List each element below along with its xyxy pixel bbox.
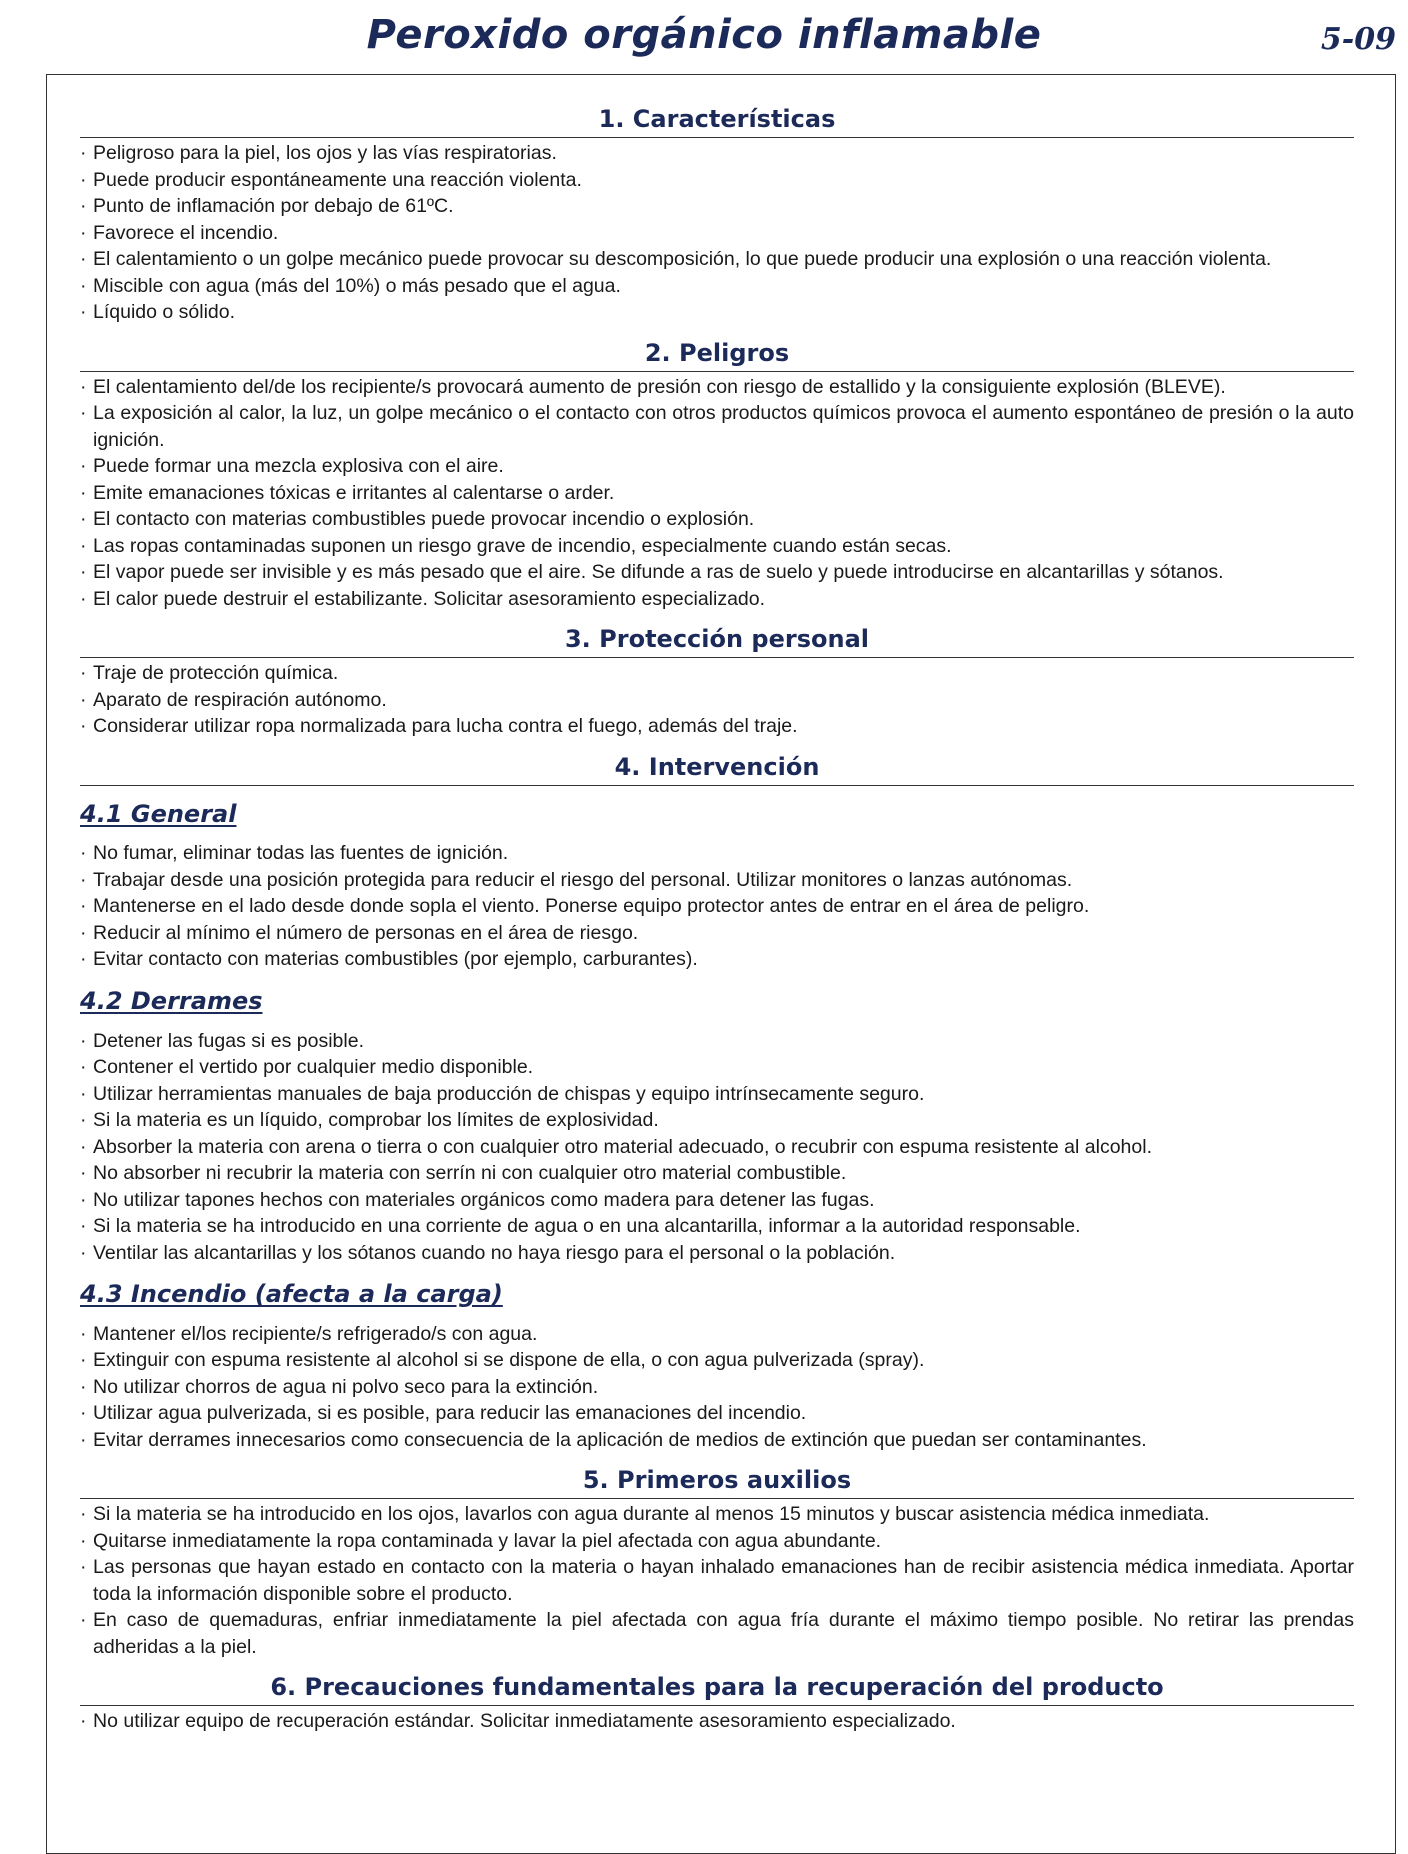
section-title: 3. Protección personal — [80, 624, 1354, 658]
list-item: · Peligroso para la piel, los ojos y las vías respiratorias. — [80, 140, 1354, 167]
list-item: · Si la materia se ha introducido en una corriente de agua o en una alcantarilla, informar a la autoridad responsable. — [80, 1213, 1354, 1240]
bullet-list — [80, 1028, 1354, 1267]
bullet-list — [80, 140, 1354, 326]
list-item: · El calentamiento o un golpe mecánico puede provocar su descomposición, lo que puede producir una explosión o una reacción violenta. — [80, 246, 1354, 273]
list-item: · Puede producir espontáneamente una reacción violenta. — [80, 167, 1354, 194]
list-item: · Si la materia se ha introducido en los ojos, lavarlos con agua durante al menos 15 minutos y buscar asistencia médica inmediata. — [80, 1501, 1354, 1528]
list-item: · Ventilar las alcantarillas y los sótanos cuando no haya riesgo para el personal o la población. — [80, 1240, 1354, 1267]
list-item: · Punto de inflamación por debajo de 61ºC. — [80, 193, 1354, 220]
list-item: · Quitarse inmediatamente la ropa contaminada y lavar la piel afectada con agua abundante. — [80, 1528, 1354, 1555]
list-item: · Puede formar una mezcla explosiva con el aire. — [80, 453, 1354, 480]
subsection-title: 4.1 General — [80, 799, 237, 828]
list-item: · Líquido o sólido. — [80, 299, 1354, 326]
list-item: · Contener el vertido por cualquier medio disponible. — [80, 1054, 1354, 1081]
list-item: · No utilizar chorros de agua ni polvo seco para la extinción. — [80, 1374, 1354, 1401]
section-title: 2. Peligros — [80, 338, 1354, 372]
bullet-list — [80, 660, 1354, 740]
list-item: · Extinguir con espuma resistente al alcohol si se dispone de ella, o con agua pulverizada (spray). — [80, 1347, 1354, 1374]
list-item: · Las personas que hayan estado en contacto con la materia o hayan inhalado emanaciones han de recibir asistencia médica inmediata. Aportar toda la información disponible sobre el producto. — [80, 1554, 1354, 1607]
subsection-title: 4.3 Incendio (afecta a la carga) — [80, 1280, 503, 1309]
section-title: 6. Precauciones fundamentales para la recuperación del producto — [80, 1672, 1354, 1706]
list-item: · No utilizar tapones hechos con materiales orgánicos como madera para detener las fugas. — [80, 1187, 1354, 1214]
list-item: · No fumar, eliminar todas las fuentes de ignición. — [80, 840, 1354, 867]
list-item: · Mantenerse en el lado desde donde sopla el viento. Ponerse equipo protector antes de entrar en el área de peligro. — [80, 893, 1354, 920]
list-item: · Emite emanaciones tóxicas e irritantes al calentarse o arder. — [80, 480, 1354, 507]
list-item: · En caso de quemaduras, enfriar inmediatamente la piel afectada con agua fría durante el máximo tiempo posible. No retirar las prendas adheridas a la piel. — [80, 1607, 1354, 1660]
section-characteristics — [80, 104, 1354, 326]
list-item: · Detener las fugas si es posible. — [80, 1028, 1354, 1055]
bullet-list — [80, 840, 1354, 973]
list-item: · Considerar utilizar ropa normalizada para lucha contra el fuego, además del traje. — [80, 713, 1354, 740]
list-item: · Favorece el incendio. — [80, 220, 1354, 247]
bullet-list — [80, 1708, 1354, 1735]
list-item: · Utilizar herramientas manuales de baja producción de chispas y equipo intrínsecamente seguro. — [80, 1081, 1354, 1108]
list-item: · Trabajar desde una posición protegida para reducir el riesgo del personal. Utilizar monitores o lanzas autónomas. — [80, 867, 1354, 894]
section-first-aid — [80, 1465, 1354, 1660]
bullet-list — [80, 1501, 1354, 1660]
section-recovery-precautions — [80, 1672, 1354, 1735]
page-header — [0, 0, 1408, 74]
list-item: · El calentamiento del/de los recipiente/s provocará aumento de presión con riesgo de estallido y la consiguiente explosión (BLEVE). — [80, 374, 1354, 401]
list-item: · Evitar contacto con materias combustibles (por ejemplo, carburantes). — [80, 946, 1354, 973]
subsection-spills — [80, 987, 1354, 1266]
list-item: · Absorber la materia con arena o tierra o con cualquier otro material adecuado, o recubrir con espuma resistente al alcohol. — [80, 1134, 1354, 1161]
section-title: 1. Características — [80, 104, 1354, 138]
list-item: · Traje de protección química. — [80, 660, 1354, 687]
list-item: · Utilizar agua pulverizada, si es posible, para reducir las emanaciones del incendio. — [80, 1400, 1354, 1427]
list-item: · No absorber ni recubrir la materia con serrín ni con cualquier otro material combustible. — [80, 1160, 1354, 1187]
list-item: · La exposición al calor, la luz, un golpe mecánico o el contacto con otros productos químicos provoca el aumento espontáneo de presión o la auto ignición. — [80, 400, 1354, 453]
document-body — [80, 104, 1354, 1735]
list-item: · Las ropas contaminadas suponen un riesgo grave de incendio, especialmente cuando están secas. — [80, 533, 1354, 560]
document-title: Peroxido orgánico inflamable — [366, 12, 1042, 58]
section-personal-protection — [80, 624, 1354, 740]
section-hazards — [80, 338, 1354, 613]
list-item: · Aparato de respiración autónomo. — [80, 687, 1354, 714]
list-item: · Miscible con agua (más del 10%) o más pesado que el agua. — [80, 273, 1354, 300]
list-item: · Si la materia es un líquido, comprobar los límites de explosividad. — [80, 1107, 1354, 1134]
subsection-fire — [80, 1280, 1354, 1453]
list-item: · Mantener el/los recipiente/s refrigerado/s con agua. — [80, 1321, 1354, 1348]
document-code: 5-09 — [1320, 22, 1396, 57]
bullet-list — [80, 374, 1354, 613]
section-title: 5. Primeros auxilios — [80, 1465, 1354, 1499]
section-title: 4. Intervención — [80, 752, 1354, 786]
subsection-title: 4.2 Derrames — [80, 986, 263, 1015]
section-intervention — [80, 752, 1354, 1454]
subsection-general — [80, 800, 1354, 973]
bullet-list — [80, 1321, 1354, 1454]
list-item: · El vapor puede ser invisible y es más pesado que el aire. Se difunde a ras de suelo y puede introducirse en alcantarillas y sótanos. — [80, 559, 1354, 586]
list-item: · Reducir al mínimo el número de personas en el área de riesgo. — [80, 920, 1354, 947]
list-item: · Evitar derrames innecesarios como consecuencia de la aplicación de medios de extinción que puedan ser contaminantes. — [80, 1427, 1354, 1454]
list-item: · El contacto con materias combustibles puede provocar incendio o explosión. — [80, 506, 1354, 533]
list-item: · El calor puede destruir el estabilizante. Solicitar asesoramiento especializado. — [80, 586, 1354, 613]
list-item: · No utilizar equipo de recuperación estándar. Solicitar inmediatamente asesoramiento especializado. — [80, 1708, 1354, 1735]
